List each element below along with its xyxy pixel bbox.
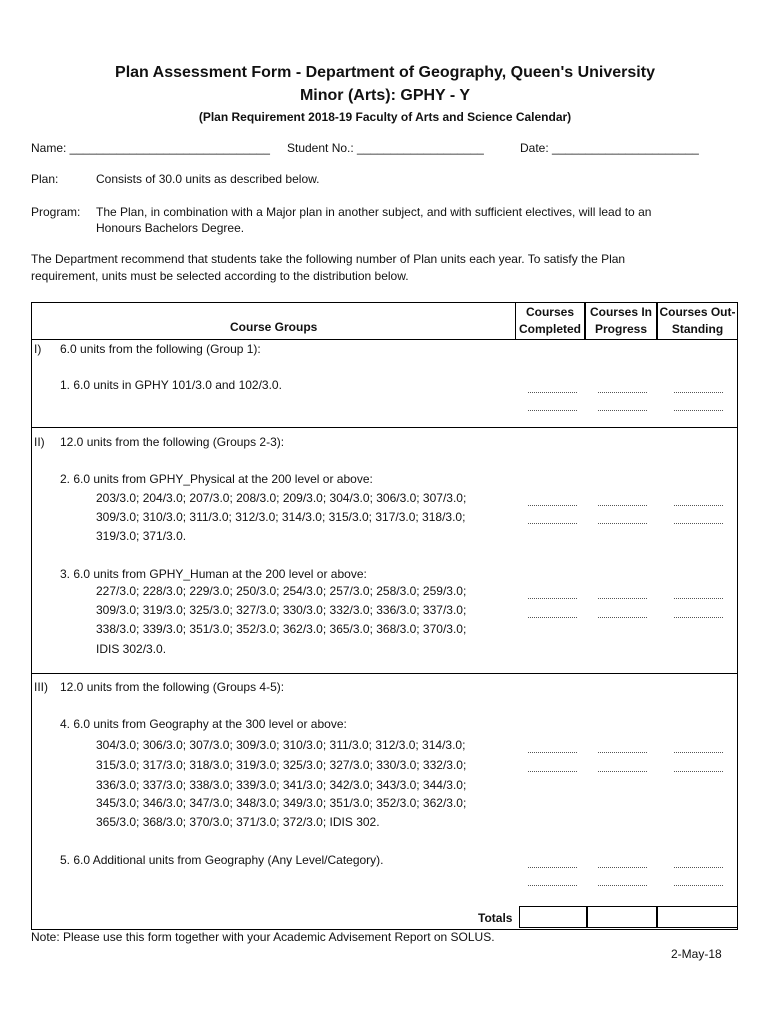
item-4-courses-3: 336/3.0; 337/3.0; 338/3.0; 339/3.0; 341/3.0; 342/3.0; 343/3.0; 344/3.0; — [96, 778, 467, 792]
blank-item4-inprogress-b[interactable] — [598, 771, 647, 772]
program-text-line1: The Plan, in combination with a Major plan in another subject, and with sufficient electives, will lead to an — [96, 205, 652, 219]
blank-item5-inprogress-a[interactable] — [598, 867, 647, 868]
totals-inprogress-cell[interactable] — [587, 906, 657, 928]
blank-item1-inprogress-a[interactable] — [598, 392, 647, 393]
blank-item3-outstanding-a[interactable] — [674, 598, 723, 599]
item-4-courses-4: 345/3.0; 346/3.0; 347/3.0; 348/3.0; 349/3.0; 351/3.0; 352/3.0; 362/3.0; — [96, 796, 467, 810]
form-title-line2: Minor (Arts): GPHY - Y — [299, 87, 471, 104]
blank-item1-completed-a[interactable] — [528, 392, 577, 393]
totals-outstanding-cell[interactable] — [657, 906, 738, 928]
item-2: 2. 6.0 units from GPHY_Physical at the 200 level or above: — [60, 472, 373, 486]
form-title-line1: Plan Assessment Form - Department of Geography, Queen's University — [115, 64, 655, 81]
item-4: 4. 6.0 units from Geography at the 300 level or above: — [60, 717, 347, 731]
form-subtitle: (Plan Requirement 2018-19 Faculty of Arts and Science Calendar) — [198, 110, 572, 124]
plan-label: Plan: — [31, 172, 59, 186]
student-number-field[interactable]: Student No.: ___________________ — [287, 141, 484, 155]
item-2-courses-3: 319/3.0; 371/3.0. — [96, 529, 187, 543]
intro-line1: The Department recommend that students take the following number of Plan units each year. To satisfy the Plan — [31, 252, 626, 266]
blank-item3-completed-b[interactable] — [528, 617, 577, 618]
item-3: 3. 6.0 units from GPHY_Human at the 200 level or above: — [60, 567, 367, 581]
blank-item3-inprogress-a[interactable] — [598, 598, 647, 599]
item-3-courses-4: IDIS 302/3.0. — [96, 642, 167, 656]
course-groups-header: Course Groups — [230, 320, 318, 334]
program-text-line2: Honours Bachelors Degree. — [96, 221, 245, 235]
blank-item3-outstanding-b[interactable] — [674, 617, 723, 618]
item-5: 5. 6.0 Additional units from Geography (Any Level/Category). — [60, 853, 384, 867]
item-3-courses-1: 227/3.0; 228/3.0; 229/3.0; 250/3.0; 254/3.0; 257/3.0; 258/3.0; 259/3.0; — [96, 584, 467, 598]
item-3-courses-2: 309/3.0; 319/3.0; 325/3.0; 327/3.0; 330/3.0; 332/3.0; 336/3.0; 337/3.0; — [96, 603, 467, 617]
group-roman-1: I) — [34, 342, 42, 356]
group-roman-2: II) — [34, 435, 45, 449]
blank-item5-completed-a[interactable] — [528, 867, 577, 868]
blank-item4-outstanding-a[interactable] — [674, 752, 723, 753]
group-separator-1 — [31, 427, 738, 428]
blank-item2-inprogress-b[interactable] — [598, 523, 647, 524]
blank-item2-outstanding-a[interactable] — [674, 505, 723, 506]
header-courses-in-progress: Courses In Progress — [585, 302, 657, 340]
program-label: Program: — [31, 205, 81, 219]
blank-item1-outstanding-b[interactable] — [674, 410, 723, 411]
blank-item4-completed-a[interactable] — [528, 752, 577, 753]
blank-item5-inprogress-b[interactable] — [598, 885, 647, 886]
group-heading-1: 6.0 units from the following (Group 1): — [60, 342, 261, 356]
blank-item1-inprogress-b[interactable] — [598, 410, 647, 411]
group-heading-3: 12.0 units from the following (Groups 4-5): — [60, 680, 285, 694]
blank-item1-completed-b[interactable] — [528, 410, 577, 411]
blank-item5-outstanding-a[interactable] — [674, 867, 723, 868]
intro-line2: requirement, units must be selected according to the distribution below. — [31, 269, 409, 283]
item-2-courses-1: 203/3.0; 204/3.0; 207/3.0; 208/3.0; 209/3.0; 304/3.0; 306/3.0; 307/3.0; — [96, 491, 467, 505]
blank-item4-outstanding-b[interactable] — [674, 771, 723, 772]
header-courses-completed: Courses Completed — [515, 302, 585, 340]
blank-item3-inprogress-b[interactable] — [598, 617, 647, 618]
blank-item3-completed-a[interactable] — [528, 598, 577, 599]
blank-item2-outstanding-b[interactable] — [674, 523, 723, 524]
totals-completed-cell[interactable] — [519, 906, 587, 928]
group-heading-2: 12.0 units from the following (Groups 2-3): — [60, 435, 285, 449]
date-field[interactable]: Date: ______________________ — [520, 141, 699, 155]
blank-item2-inprogress-a[interactable] — [598, 505, 647, 506]
name-field[interactable]: Name: ______________________________ — [31, 141, 270, 155]
plan-text: Consists of 30.0 units as described below. — [96, 172, 320, 186]
group-roman-3: III) — [34, 680, 48, 694]
blank-item4-inprogress-a[interactable] — [598, 752, 647, 753]
item-4-courses-2: 315/3.0; 317/3.0; 318/3.0; 319/3.0; 325/3.0; 327/3.0; 330/3.0; 332/3.0; — [96, 758, 467, 772]
header-courses-outstanding: Courses Out- Standing — [657, 302, 738, 340]
group-separator-2 — [31, 673, 738, 674]
item-4-courses-1: 304/3.0; 306/3.0; 307/3.0; 309/3.0; 310/3.0; 311/3.0; 312/3.0; 314/3.0; — [96, 738, 466, 752]
blank-item4-completed-b[interactable] — [528, 771, 577, 772]
footer-date: 2-May-18 — [671, 947, 722, 961]
blank-item1-outstanding-a[interactable] — [674, 392, 723, 393]
blank-item2-completed-b[interactable] — [528, 523, 577, 524]
item-1: 1. 6.0 units in GPHY 101/3.0 and 102/3.0. — [60, 378, 282, 392]
blank-item2-completed-a[interactable] — [528, 505, 577, 506]
totals-label: Totals — [478, 911, 513, 925]
item-3-courses-3: 338/3.0; 339/3.0; 351/3.0; 352/3.0; 362/3.0; 365/3.0; 368/3.0; 370/3.0; — [96, 622, 467, 636]
blank-item5-completed-b[interactable] — [528, 885, 577, 886]
item-4-courses-5: 365/3.0; 368/3.0; 370/3.0; 371/3.0; 372/3.0; IDIS 302. — [96, 815, 380, 829]
blank-item5-outstanding-b[interactable] — [674, 885, 723, 886]
item-2-courses-2: 309/3.0; 310/3.0; 311/3.0; 312/3.0; 314/3.0; 315/3.0; 317/3.0; 318/3.0; — [96, 510, 466, 524]
footnote: Note: Please use this form together with your Academic Advisement Report on SOLUS. — [31, 930, 495, 944]
